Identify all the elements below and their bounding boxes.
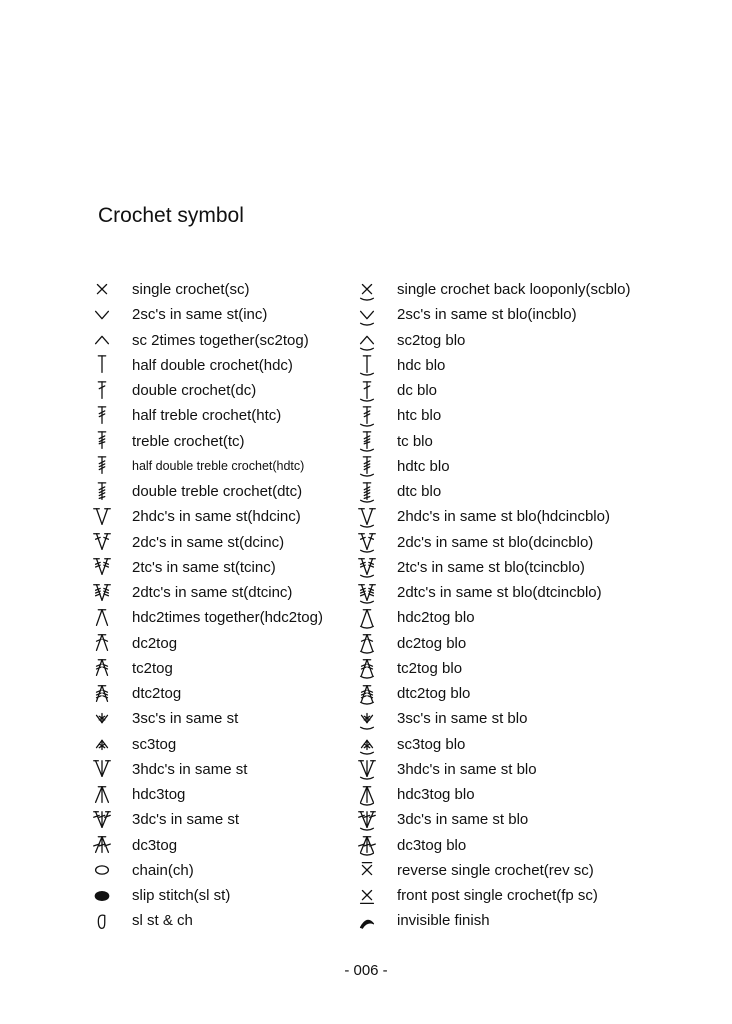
symbol-label: 2dtc's in same st(dtcinc): [132, 584, 293, 602]
symbol-row: [349, 277, 630, 302]
page-title: Crochet symbol: [98, 204, 244, 227]
sc2tog-blo-icon: [349, 328, 385, 352]
inc-blo-icon: [349, 303, 385, 327]
3sc-icon: [84, 707, 120, 731]
dtc2tog-icon: [84, 682, 120, 706]
symbol-label: front post single crochet(fp sc): [397, 887, 598, 905]
hdc3tog-blo-icon: [349, 783, 385, 807]
symbol-label: 2dc's in same st(dcinc): [132, 533, 285, 551]
slstch-icon: [84, 909, 120, 933]
dtc-blo-icon: [349, 480, 385, 504]
symbol-label: sc3tog: [132, 735, 177, 753]
symbol-label: dtc2tog blo: [397, 685, 471, 703]
symbol-row: [84, 883, 323, 908]
tc2tog-icon: [84, 656, 120, 680]
htc-blo-icon: [349, 404, 385, 428]
symbol-row: [349, 605, 630, 630]
symbol-row: [84, 732, 323, 757]
symbol-label: 3dc's in same st blo: [397, 811, 529, 829]
symbol-label: htc blo: [397, 407, 442, 425]
3dc-icon: [84, 808, 120, 832]
symbol-row: [84, 580, 323, 605]
sc3tog-blo-icon: [349, 732, 385, 756]
symbol-row: [349, 403, 630, 428]
symbol-label: 2dtc's in same st blo(dtcincblo): [397, 584, 602, 602]
symbol-row: [349, 706, 630, 731]
hdc-blo-icon: [349, 353, 385, 377]
symbol-row: [84, 605, 323, 630]
symbol-row: [349, 580, 630, 605]
symbol-label: hdc3tog: [132, 786, 186, 804]
symbol-label: reverse single crochet(rev sc): [397, 861, 594, 879]
symbol-row: [349, 656, 630, 681]
dc3tog-blo-icon: [349, 833, 385, 857]
symbol-row: [349, 732, 630, 757]
symbol-label: 2hdc's in same st blo(hdcincblo): [397, 508, 610, 526]
sc2tog-icon: [84, 328, 120, 352]
symbol-label: tc2tog blo: [397, 659, 463, 677]
symbol-row: [349, 858, 630, 883]
symbol-row: [349, 429, 630, 454]
symbol-label: 2sc's in same st blo(incblo): [397, 306, 577, 324]
symbol-label: 3sc's in same st: [132, 710, 239, 728]
hdcinc-icon: [84, 505, 120, 529]
symbol-label: 2sc's in same st(inc): [132, 306, 268, 324]
symbol-row: [349, 908, 630, 933]
symbol-label: 3hdc's in same st blo: [397, 760, 537, 778]
symbol-row: [84, 403, 323, 428]
symbol-row: [84, 328, 323, 353]
symbol-label: hdc2tog blo: [397, 609, 475, 627]
symbol-row: [84, 555, 323, 580]
rev-sc-icon: [349, 858, 385, 882]
hdcinc-blo-icon: [349, 505, 385, 529]
3sc-blo-icon: [349, 707, 385, 731]
symbol-label: sl st & ch: [132, 912, 193, 930]
symbol-label: hdtc blo: [397, 457, 450, 475]
symbol-label: slip stitch(sl st): [132, 887, 231, 905]
dtc2tog-blo-icon: [349, 682, 385, 706]
symbol-row: [349, 555, 630, 580]
fp-sc-icon: [349, 884, 385, 908]
symbol-label: dtc blo: [397, 483, 442, 501]
symbol-row: [349, 833, 630, 858]
symbol-row: [84, 757, 323, 782]
symbol-row: [84, 454, 323, 479]
symbol-row: [84, 782, 323, 807]
symbol-label: half double crochet(hdc): [132, 356, 293, 374]
symbol-label: dtc2tog: [132, 685, 182, 703]
symbol-row: [84, 479, 323, 504]
symbol-row: [349, 328, 630, 353]
dc-blo-icon: [349, 379, 385, 403]
symbol-label: 3hdc's in same st: [132, 760, 248, 778]
symbol-row: [84, 833, 323, 858]
symbol-label: half treble crochet(htc): [132, 407, 282, 425]
symbol-row: [84, 429, 323, 454]
symbol-label: 2tc's in same st(tcinc): [132, 558, 276, 576]
hdc-icon: [84, 353, 120, 377]
hdc3tog-icon: [84, 783, 120, 807]
dcinc-blo-icon: [349, 530, 385, 554]
page-number: - 006 -: [344, 962, 388, 979]
symbol-label: 3sc's in same st blo: [397, 710, 528, 728]
symbol-row: [84, 681, 323, 706]
symbol-label: dc3tog blo: [397, 836, 467, 854]
tcinc-icon: [84, 555, 120, 579]
symbol-label: single crochet back looponly(scblo): [397, 281, 631, 299]
symbol-row: [84, 504, 323, 529]
symbol-row: [84, 302, 323, 327]
hdtc-blo-icon: [349, 454, 385, 478]
dtcinc-icon: [84, 581, 120, 605]
symbol-label: dc2tog blo: [397, 634, 467, 652]
symbol-row: [84, 807, 323, 832]
symbol-label: sc 2times together(sc2tog): [132, 331, 309, 349]
right-symbol-column: [349, 277, 630, 934]
symbol-label: tc2tog: [132, 659, 173, 677]
symbol-label: invisible finish: [397, 912, 490, 930]
symbol-row: [349, 757, 630, 782]
dc-icon: [84, 379, 120, 403]
ch-icon: [84, 858, 120, 882]
symbol-label: dc blo: [397, 382, 438, 400]
symbol-label: 2tc's in same st blo(tcincblo): [397, 558, 585, 576]
symbol-row: [349, 454, 630, 479]
symbol-row: [84, 706, 323, 731]
symbol-row: [84, 656, 323, 681]
dtc-icon: [84, 480, 120, 504]
symbol-label: 2hdc's in same st(hdcinc): [132, 508, 301, 526]
hdtc-icon: [84, 454, 120, 478]
symbol-row: [349, 378, 630, 403]
sc-blo-icon: [349, 278, 385, 302]
tc-blo-icon: [349, 429, 385, 453]
hdc2tog-blo-icon: [349, 606, 385, 630]
tc-icon: [84, 429, 120, 453]
symbol-row: [349, 302, 630, 327]
dcinc-icon: [84, 530, 120, 554]
symbol-label: sc3tog blo: [397, 735, 466, 753]
tcinc-blo-icon: [349, 555, 385, 579]
symbol-label: dc2tog: [132, 634, 178, 652]
symbol-row: [349, 353, 630, 378]
slst-icon: [84, 884, 120, 908]
dc3tog-icon: [84, 833, 120, 857]
symbol-label: tc blo: [397, 432, 433, 450]
symbol-row: [349, 782, 630, 807]
symbol-row: [349, 479, 630, 504]
dtcinc-blo-icon: [349, 581, 385, 605]
htc-icon: [84, 404, 120, 428]
symbol-label: hdc2times together(hdc2tog): [132, 609, 323, 627]
left-symbol-column: [84, 277, 323, 934]
hdc2tog-icon: [84, 606, 120, 630]
symbol-label: 3dc's in same st: [132, 811, 240, 829]
symbol-row: [84, 353, 323, 378]
tc2tog-blo-icon: [349, 656, 385, 680]
symbol-label: 2dc's in same st blo(dcincblo): [397, 533, 594, 551]
sc3tog-icon: [84, 732, 120, 756]
symbol-row: [349, 883, 630, 908]
symbol-row: [84, 631, 323, 656]
symbol-row: [349, 504, 630, 529]
symbol-row: [349, 631, 630, 656]
symbol-label: double treble crochet(dtc): [132, 483, 303, 501]
symbol-label: half double treble crochet(hdtc): [132, 459, 305, 474]
symbol-row: [349, 530, 630, 555]
symbol-row: [349, 681, 630, 706]
sc-icon: [84, 278, 120, 302]
invisible-finish-icon: [349, 909, 385, 933]
symbol-row: [84, 858, 323, 883]
dc2tog-icon: [84, 631, 120, 655]
symbol-label: single crochet(sc): [132, 281, 250, 299]
3hdc-icon: [84, 757, 120, 781]
symbol-row: [349, 807, 630, 832]
3hdc-blo-icon: [349, 757, 385, 781]
symbol-row: [84, 908, 323, 933]
symbol-label: chain(ch): [132, 861, 194, 879]
3dc-blo-icon: [349, 808, 385, 832]
symbol-label: double crochet(dc): [132, 382, 257, 400]
symbol-label: hdc3tog blo: [397, 786, 475, 804]
symbol-row: [84, 530, 323, 555]
symbol-label: hdc blo: [397, 356, 446, 374]
inc-icon: [84, 303, 120, 327]
dc2tog-blo-icon: [349, 631, 385, 655]
symbol-row: [84, 277, 323, 302]
symbol-label: dc3tog: [132, 836, 178, 854]
symbol-row: [84, 378, 323, 403]
symbol-label: treble crochet(tc): [132, 432, 245, 450]
symbol-label: sc2tog blo: [397, 331, 466, 349]
